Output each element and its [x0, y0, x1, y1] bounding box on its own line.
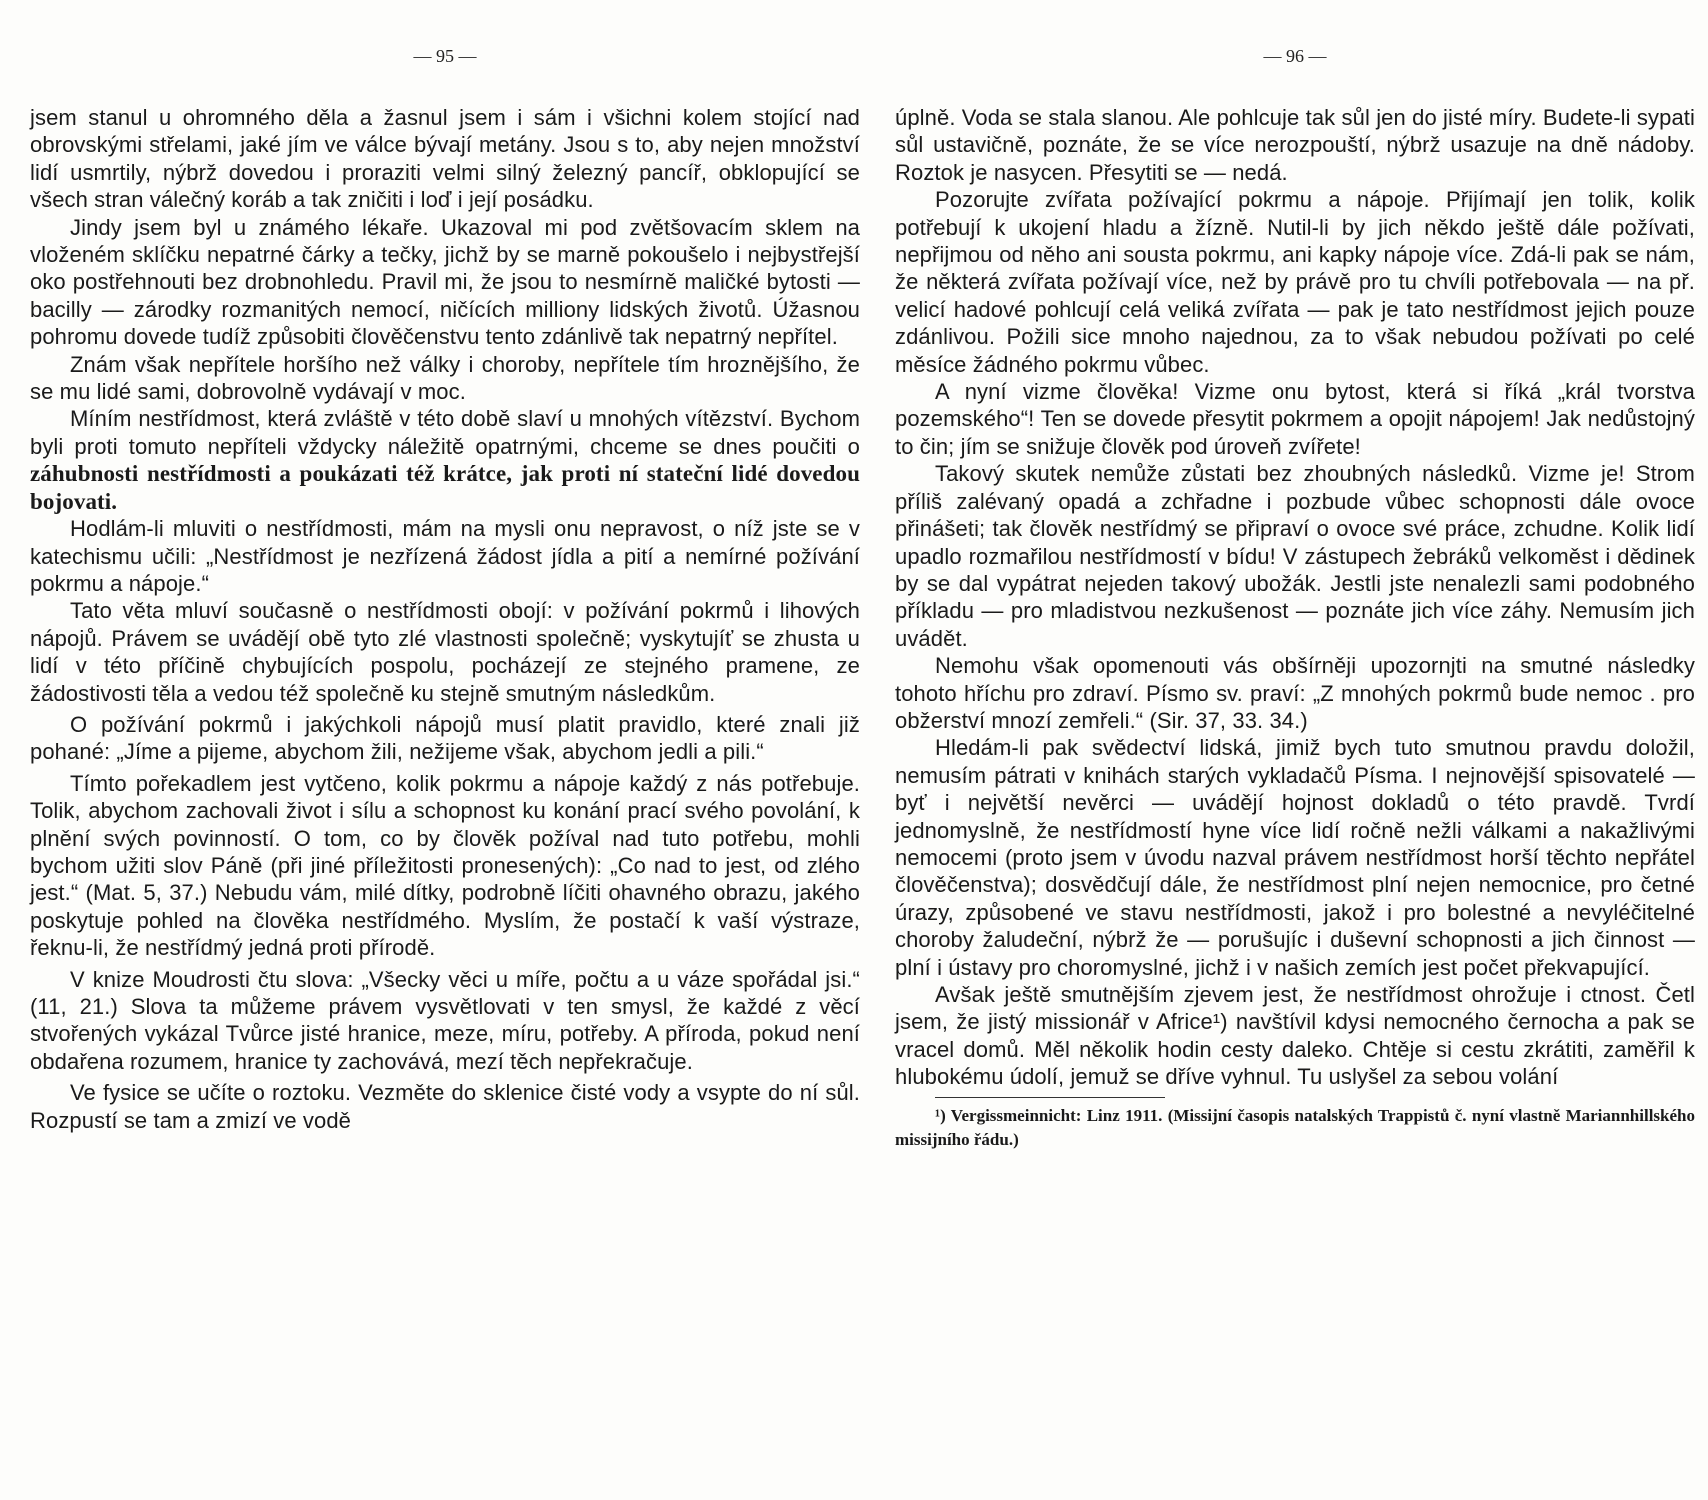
paragraph: Hodlám-li mluviti o nestřídmosti, mám na mysli onu nepravost, o níž jste se v katechismu učili: „Nestřídmost je nezřízená žádost jídla a pití a nemírné požívání pokrmu a nápoje.“: [30, 516, 860, 596]
bold-phrase: záhubnosti nestřídmosti a poukázati též krátce, jak proti ní stateční lidé dovedou bojovati.: [30, 461, 860, 514]
paragraph: Tato věta mluví současně o nestřídmosti obojí: v požívání pokrmů i lihových nápojů. Právem se uvádějí obě tyto zlé vlastnosti společně; vyskytujíť se zhusta u lidí v této příčině chybujících pospolu, pocházejí ze stejného pramene, ze žádostivosti těla a vedou též společně ku stejně smutným následkům.: [30, 598, 860, 706]
page-number: — 95 —: [413, 46, 477, 66]
footnote-rule: [935, 1097, 1165, 1098]
paragraph: Jindy jsem byl u známého lékaře. Ukazoval mi pod zvětšovacím sklem na vloženém sklíčku nepatrné čárky a tečky, jichž by se marně pokoušelo i nejbystřejší oko postřehnouti bez drobnohledu. Pravil mi, že jsou to nesmírně maličké bytosti — bacilly — zárodky rozmanitých nemocí, ničících milliony lidských životů. Úžasnou pohromu dovede tudíž způsobiti člověčenstvu tento zdánlivě tak nepatrný nepřítel.: [30, 214, 860, 350]
footnote-text: ¹) Vergissmeinnicht: Linz 1911. (Missijní časopis natalských Trappistů č. nyní vlastně Mariannhillského missijního řádu.): [895, 1105, 1695, 1149]
page-text: [895, 104, 1695, 1091]
paragraph: Tímto pořekadlem jest vytčeno, kolik pokrmu a nápoje každý z nás potřebuje. Tolik, abychom zachovali život i sílu a schopnost ku konání prací svého povolání, k plnění svých povinností. O tom, co by člověk požíval nad tuto potřebu, mohli bychom užiti slov Páně (při jiné příležitosti pronesených): „Co nad to jest, od zlého jest.“ (Mat. 5, 37.) Nebudu vám, milé dítky, podrobně líčiti ohavného obrazu, jakého poskytuje pohled na člověka nestřídmého. Myslím, že postačí k vaší výstraze, řeknu-li, že nestřídmý jedná proti přírodě.: [30, 770, 860, 961]
paragraph: A nyní vizme člověka! Vizme onu bytost, která si říká „král tvorstva pozemského“! Ten se dovede přesytit pokrmem a opojit nápojem! Jak nedůstojný to čin; jím se snižuje člověk pod úroveň zvířete!: [895, 379, 1695, 459]
paragraph: jsem stanul u ohromného děla a žasnul jsem i sám i všichni kolem stojící nad obrovskými střelami, jaké jím ve válce bývají metány. Jsou s to, aby nejen množství lidí usmrtily, nýbrž dovedou i proraziti velmi silný železný pancíř, obklopující se všech stran válečný koráb a tak zničiti i loď i její posádku.: [30, 105, 860, 213]
right-page: [895, 0, 1695, 1500]
paragraph-text: Míním nestřídmost, která zvláště v této době slaví u mnohých vítězství. Bychom byli proti tomuto nepříteli vždycky náležitě opatrnými, chceme se dnes poučiti o: [30, 406, 860, 459]
paragraph: úplně. Voda se stala slanou. Ale pohlcuje tak sůl jen do jisté míry. Budete-li sypati sůl ustavičně, poznáte, že se více nerozpouští, nýbrž usazuje na dně nádoby. Roztok je nasycen. Přesytiti se — nedá.: [895, 105, 1695, 185]
left-page: [30, 0, 860, 1500]
paragraph: [30, 405, 860, 515]
page-number: — 96 —: [1263, 46, 1327, 66]
paragraph: Avšak ještě smutnějším zjevem jest, že nestřídmost ohrožuje i ctnost. Četl jsem, že jistý missionář v Africe¹) navštívil kdysi nemocného černocha a pak se vracel domů. Měl několik hodin cesty daleko. Chtěje si cestu zkrátiti, zaměřil k hlubokému údolí, jemuž se dříve vyhnul. Tu uslyšel za sebou volání: [895, 982, 1695, 1090]
paragraph: Znám však nepřítele horšího než války i choroby, nepřítele tím hroznějšího, že se mu lidé sami, dobrovolně vydávají v moc.: [30, 351, 860, 405]
paragraph: O požívání pokrmů i jakýchkoli nápojů musí platit pravidlo, které znali již pohané: „Jíme a pijeme, abychom žili, nežijeme však, abychom jedli a pili.“: [30, 711, 860, 765]
footnote: [895, 1104, 1695, 1152]
paragraph: V knize Moudrosti čtu slova: „Všecky věci u míře, počtu a u váze spořádal jsi.“ (11, 21.) Slova ta můžeme právem vysvětlovati v ten smysl, že každé z věcí stvořených vykázal Tvůrce jisté hranice, meze, míru, potřeby. A příroda, pokud není obdařena rozumem, hranice ty zachovává, mezí těch nepřekračuje.: [30, 966, 860, 1074]
paragraph: Pozorujte zvířata požívající pokrmu a nápoje. Přijímají jen tolik, kolik potřebují k ukojení hladu a žízně. Nutil-li by jich někdo ještě dále požívati, nepřijmou od něho ani sousta pokrmu, ani kapky nápoje více. Zdá-li pak se nám, že některá zvířata požívají více, než by právě pro tu chvíli potřebovala — na př. velicí hadové pohlcují celá veliká zvířata — pak je tato nestřídmost jejich pouze zdánlivou. Požili sice mnoho najednou, za to však nebudou požívati po celé měsíce žádného pokrmu vůbec.: [895, 187, 1695, 377]
paragraph: Ve fysice se učíte o roztoku. Vezměte do sklenice čisté vody a vsypte do ní sůl. Rozpustí se tam a zmizí ve vodě: [30, 1080, 860, 1133]
paragraph: Nemohu však opomenouti vás obšírněji upozornjti na smutné následky tohoto hříchu pro zdraví. Písmo sv. praví: „Z mnohých pokrmů bude nemoc . pro obžerství mnozí zemřeli.“ (Sir. 37, 33. 34.): [895, 653, 1695, 733]
page-text: [30, 104, 860, 1134]
paragraph: Takový skutek nemůže zůstati bez zhoubných následků. Vizme je! Strom příliš zalévaný opadá a zchřadne i pozbude vůbec schopnosti dále ovoce přinášeti; tak člověk nestřídmý se připraví o ovoce své práce, zchudne. Kolik lidí upadlo rozmařilou nestřídmostí v bídu! V zástupech žebráků velkoměst i dědinek by se dal vypátrat nejeden takový ubožák. Jestli jste nenalezli sami podobného příkladu — pro mladistvou nezkušenost — poznáte jich více záhy. Nemusím jich uvádět.: [895, 461, 1695, 651]
paragraph: Hledám-li pak svědectví lidská, jimiž bych tuto smutnou pravdu doložil, nemusím pátrati v knihách starých vykladačů Písma. I nejnovější spisovatelé — byť i největší nevěrci — uvádějí hojnost dokladů o této pravdě. Tvrdí jednomyslně, že nestřídmostí hyne více lidí ročně nežli válkami a nakažlivými nemocemi (proto jsem v úvodu nazval právem nestřídmost horší těchto nepřátel člověčenstva); dosvědčují dále, že nestřídmost plní nejen nemocnice, pro četné úrazy, způsobené ve stavu nestřídmosti, jakož i pro bolestné a nevyléčitelné choroby žaludeční, nýbrž že — porušujíc i duševní schopnosti a jich činnost — plní i ústavy pro choromyslné, jichž i v našich zemích jest počet překvapující.: [895, 735, 1695, 980]
